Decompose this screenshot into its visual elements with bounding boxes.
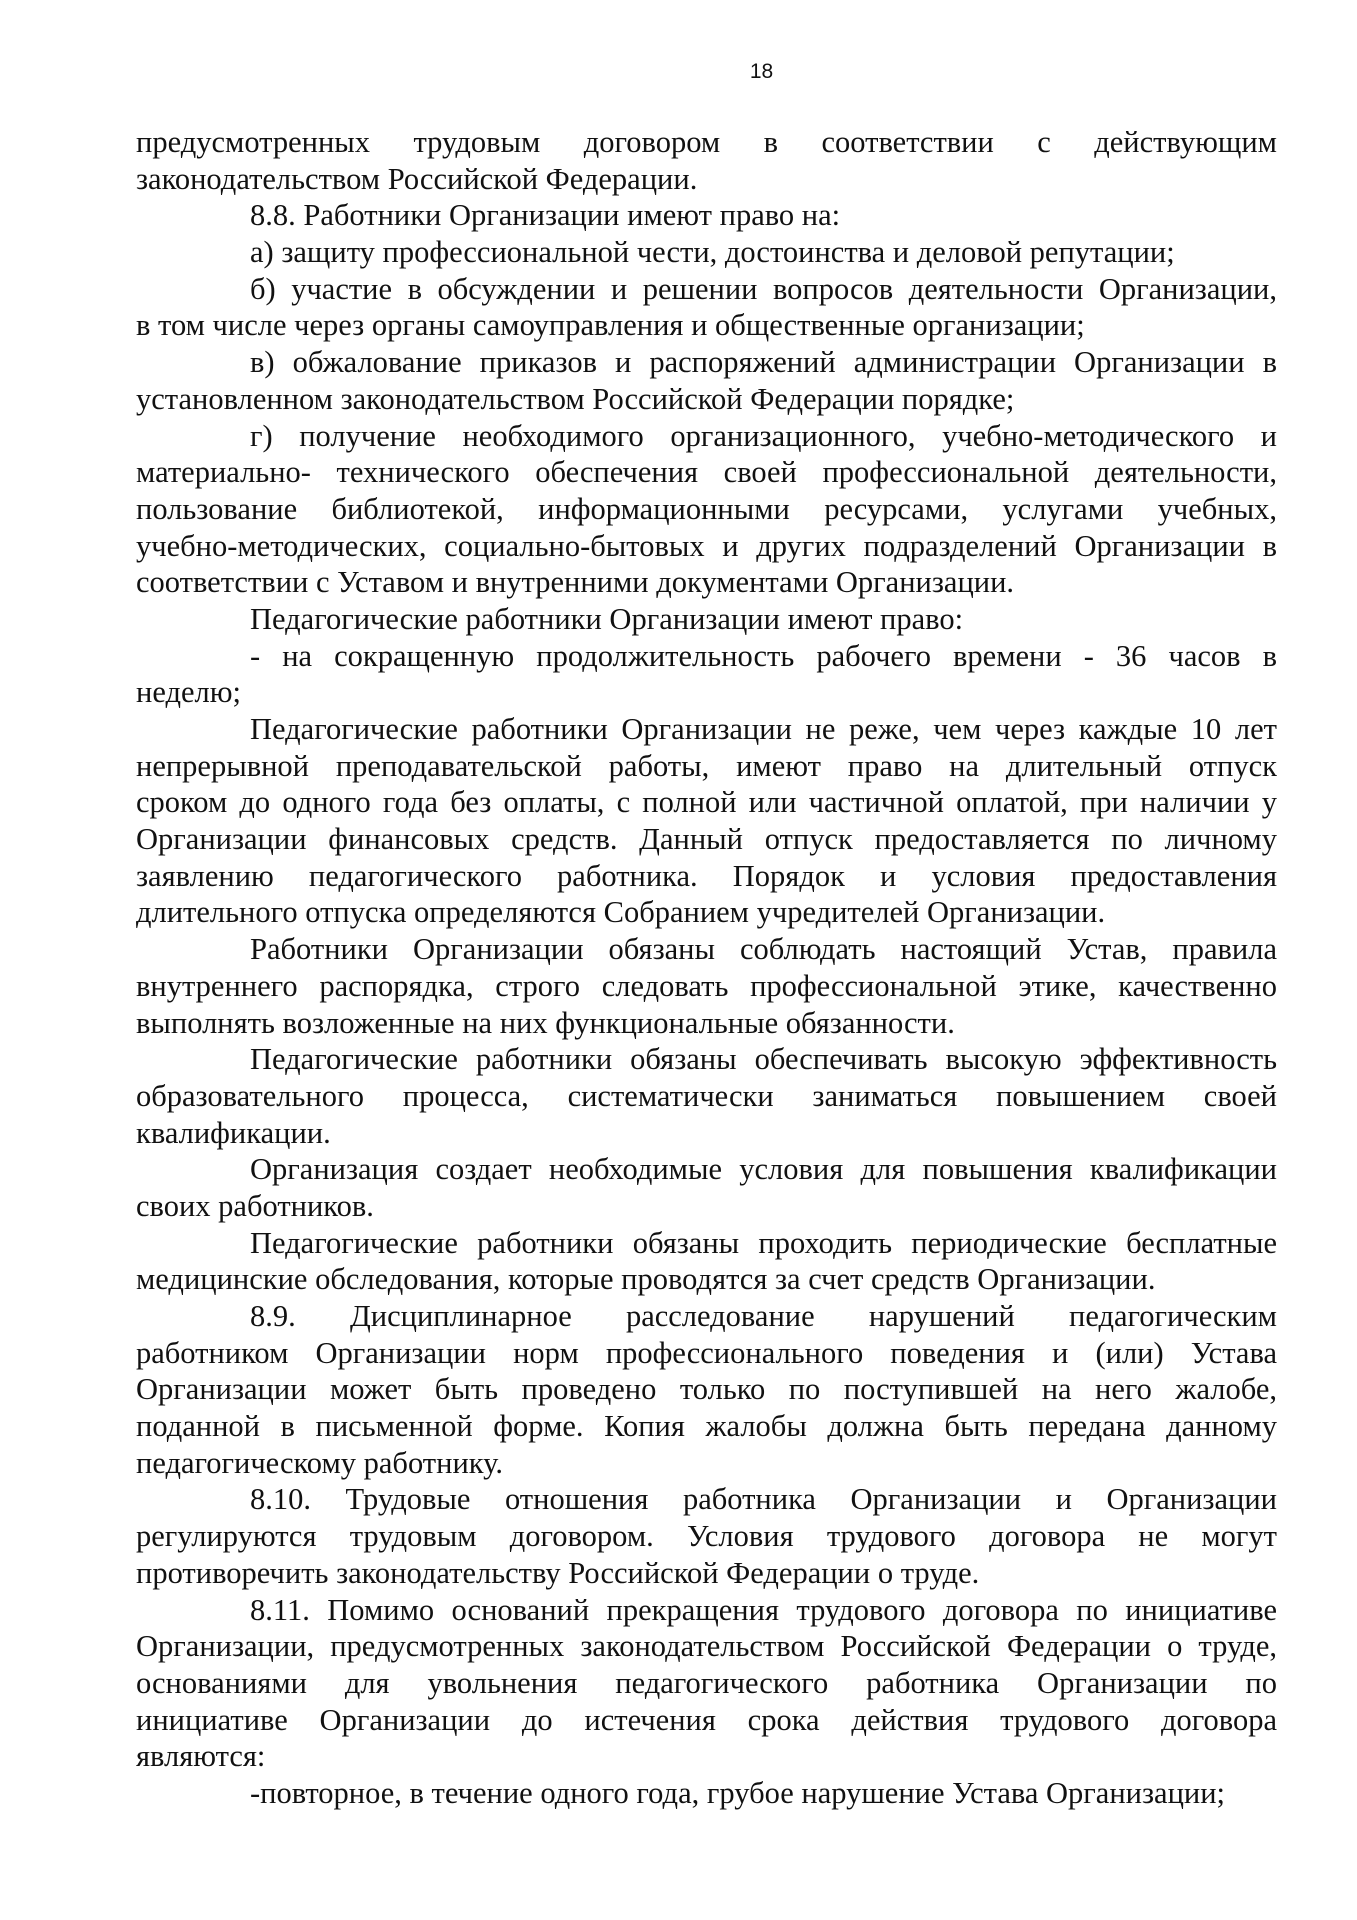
text-line: неделю; [136, 675, 241, 710]
text-line: образовательного процесса, систематически заниматься повышением своей [136, 1078, 1277, 1113]
text-line: сроком до одного года без оплаты, с полной или частичной оплатой, при наличии у [136, 785, 1277, 820]
text-line: поданной в письменной форме. Копия жалобы должна быть передана данному [136, 1409, 1277, 1444]
text-line: внутреннего распорядка, строго следовать профессиональной этике, качественно [136, 968, 1277, 1003]
text-line: 8.10. Трудовые отношения работника Организации и Организации [250, 1482, 1277, 1517]
text-line: Организация создает необходимые условия для повышения квалификации [250, 1152, 1277, 1187]
text-line: регулируются трудовым договором. Условия трудового договора не могут [136, 1519, 1277, 1554]
text-line: Педагогические работники Организации имеют право: [250, 601, 964, 636]
text-line: в) обжалование приказов и распоряжений администрации Организации в [250, 345, 1277, 380]
text-line: 8.11. Помимо оснований прекращения трудового договора по инициативе [250, 1592, 1277, 1627]
text-line: соответствии с Уставом и внутренними документами Организации. [136, 565, 1015, 600]
text-line: являются: [136, 1739, 266, 1774]
text-line: заявлению педагогического работника. Порядок и условия предоставления [136, 858, 1277, 893]
text-line: Работники Организации обязаны соблюдать настоящий Устав, правила [250, 932, 1277, 967]
text-line: выполнять возложенные на них функциональные обязанности. [136, 1005, 955, 1040]
text-line: противоречить законодательству Российской Федерации о труде. [136, 1555, 980, 1590]
text-line: учебно-методических, социально-бытовых и других подразделений Организации в [136, 528, 1277, 563]
text-line: предусмотренных трудовым договором в соответствии с действующим [136, 125, 1277, 159]
text-line: законодательством Российской Федерации. [136, 161, 698, 196]
text-line: 8.8. Работники Организации имеют право на: [250, 198, 841, 233]
text-line: непрерывной преподавательской работы, имеют право на длительный отпуск [136, 748, 1277, 783]
text-line: Организации, предусмотренных законодательством Российской Федерации о труде, [136, 1629, 1277, 1664]
text-line: педагогическому работнику. [136, 1445, 503, 1480]
text-line: Организации может быть проведено только по поступившей на него жалобе, [136, 1372, 1277, 1407]
text-line: длительного отпуска определяются Собранием учредителей Организации. [136, 895, 1106, 930]
text-line: работником Организации норм профессионального поведения и (или) Устава [136, 1335, 1277, 1370]
text-line: установленном законодательством Российской Федерации порядке; [136, 381, 1015, 416]
text-line: Организации финансовых средств. Данный отпуск предоставляется по личному [136, 822, 1277, 857]
text-line: основаниями для увольнения педагогического работника Организации по [136, 1665, 1277, 1700]
text-line: инициативе Организации до истечения срока действия трудового договора [136, 1702, 1277, 1737]
page-number: 18 [749, 60, 774, 83]
text-line: 8.9. Дисциплинарное расследование нарушений педагогическим [250, 1299, 1277, 1333]
text-line: квалификации. [136, 1115, 331, 1150]
text-line: в том числе через органы самоуправления и общественные организации; [136, 308, 1085, 343]
text-line: Педагогические работники Организации не реже, чем через каждые 10 лет [250, 712, 1277, 746]
text-line: Педагогические работники обязаны проходить периодические бесплатные [250, 1225, 1277, 1260]
text-line: - на сокращенную продолжительность рабочего времени - 36 часов в [250, 638, 1277, 673]
text-line: -повторное, в течение одного года, грубое нарушение Устава Организации; [250, 1775, 1226, 1810]
text-line: пользование библиотекой, информационными ресурсами, услугами учебных, [136, 491, 1277, 526]
text-line: а) защиту профессиональной чести, достоинства и деловой репутации; [250, 235, 1175, 270]
document-body [136, 124, 1277, 1812]
text-line: Педагогические работники обязаны обеспечивать высокую эффективность [250, 1042, 1277, 1077]
text-line: медицинские обследования, которые проводятся за счет средств Организации. [136, 1262, 1156, 1297]
text-line: г) получение необходимого организационного, учебно-методического и [250, 418, 1277, 453]
text-line: своих работников. [136, 1188, 374, 1223]
text-line: б) участие в обсуждении и решении вопросов деятельности Организации, [250, 271, 1277, 306]
text-line: материально- технического обеспечения своей профессиональной деятельности, [136, 455, 1277, 490]
